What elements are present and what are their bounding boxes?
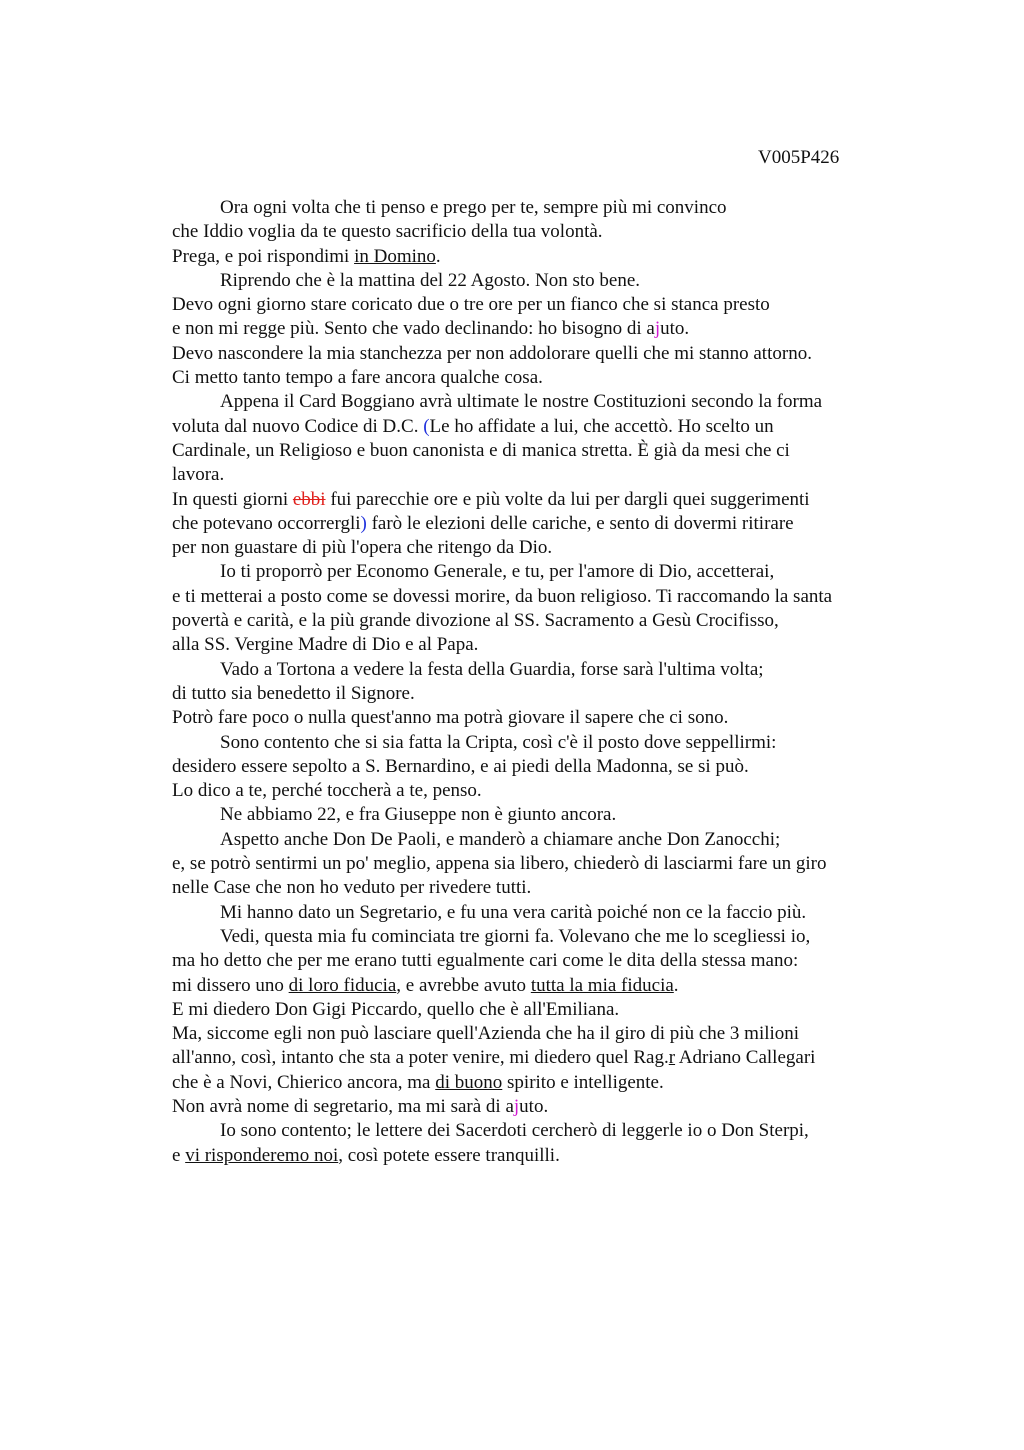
text-line (172, 828, 972, 852)
text-run: Potrò fare poco o nulla quest'anno ma potrà giovare il sapere che ci sono. (172, 707, 729, 729)
text-run: In questi giorni (172, 488, 293, 510)
text-line (172, 220, 972, 244)
text-run: lavora. (172, 464, 225, 486)
text-line (172, 803, 972, 827)
text-run: Lo dico a te, perché toccherà a te, penso. (172, 780, 482, 802)
text-run: E mi diedero Don Gigi Piccardo, quello che è all'Emiliana. (172, 998, 620, 1020)
text-run: farò le elezioni delle cariche, e sento di dovermi ritirare (366, 512, 794, 534)
text-line (172, 658, 972, 682)
text-line (172, 585, 972, 609)
text-run: Ma, siccome egli non può lasciare quell'Azienda che ha il giro di più che 3 milioni (172, 1023, 800, 1045)
text-line (172, 512, 972, 536)
text-line (172, 439, 972, 463)
text-line (172, 1046, 972, 1070)
text-run: Prega, e poi rispondimi (172, 245, 355, 267)
text-line (172, 755, 972, 779)
text-run: Mi hanno dato un Segretario, e fu una vera carità poiché non ce la faccio più. (220, 901, 807, 923)
text-line (172, 293, 972, 317)
text-run: Non avrà nome di segretario, ma mi sarà di a (172, 1095, 514, 1117)
text-run: mi dissero uno (172, 974, 289, 996)
inserted-letter: j (513, 1095, 520, 1117)
text-run: desidero essere sepolto a S. Bernardino, e ai piedi della Madonna, se si può. (172, 755, 749, 777)
text-run: Cardinale, un Religioso e buon canonista e di manica stretta. È già da mesi che ci (172, 439, 790, 461)
text-run: e ti metterai a posto come se dovessi morire, da buon religioso. Ti raccomando la santa (172, 585, 833, 607)
text-run: spirito e intelligente. (502, 1071, 664, 1093)
text-run: povertà e carità, e la più grande divozione al SS. Sacramento a Gesù Crocifisso, (172, 610, 779, 632)
text-run: Riprendo che è la mattina del 22 Agosto. Non sto bene. (220, 269, 641, 291)
text-run: e, se potrò sentirmi un po' meglio, appena sia libero, chiederò di lasciarmi fare un giro (172, 853, 827, 875)
text-run: all'anno, così, intanto che sta a poter venire, mi diedero quel Rag. (172, 1047, 669, 1069)
text-run: , e avrebbe avuto (396, 974, 531, 996)
text-run: Devo nascondere la mia stanchezza per non addolorare quelli che mi stanno attorno. (172, 342, 812, 364)
text-run: Le ho affidate a lui, che accettò. Ho scelto un (429, 415, 774, 437)
text-line (172, 633, 972, 657)
text-run: che è a Novi, Chierico ancora, ma (172, 1071, 436, 1093)
underlined-phrase: tutta la mia fiducia (530, 974, 674, 996)
text-line (172, 901, 972, 925)
text-run: Vedi, questa mia fu cominciata tre giorni fa. Volevano che me lo scegliessi io, (220, 925, 811, 947)
text-line (172, 536, 972, 560)
text-line (172, 415, 972, 439)
text-line (172, 196, 972, 220)
open-parenthesis: ( (423, 415, 430, 437)
inserted-letter: j (654, 318, 661, 340)
letter-body (172, 196, 972, 1168)
text-run: . (435, 245, 441, 267)
text-run: che Iddio voglia da te questo sacrificio della tua volontà. (172, 221, 603, 243)
text-line (172, 706, 972, 730)
text-run: Devo ogni giorno stare coricato due o tre ore per un fianco che si stanca presto (172, 294, 770, 316)
deleted-word: ebbi (292, 488, 326, 510)
text-line (172, 366, 972, 390)
text-run: alla SS. Vergine Madre di Dio e al Papa. (172, 634, 479, 656)
underlined-phrase: di loro fiducia (288, 974, 397, 996)
text-line (172, 1144, 972, 1168)
text-run: Ne abbiamo 22, e fra Giuseppe non è giunto ancora. (220, 804, 617, 826)
text-line (172, 1095, 972, 1119)
text-run: Sono contento che si sia fatta la Cripta, così c'è il posto dove seppellirmi: (220, 731, 777, 753)
text-run: che potevano occorrergli (172, 512, 361, 534)
text-line (172, 1071, 972, 1095)
text-run: fui parecchie ore e più volte da lui per dargli quei suggerimenti (325, 488, 810, 510)
text-line (172, 317, 972, 341)
text-line (172, 974, 972, 998)
text-run: Ci metto tanto tempo a fare ancora qualche cosa. (172, 367, 543, 389)
text-line (172, 560, 972, 584)
text-line (172, 463, 972, 487)
text-line (172, 342, 972, 366)
text-run: , così potete essere tranquilli. (338, 1144, 560, 1166)
text-run: e (172, 1144, 186, 1166)
text-line (172, 245, 972, 269)
text-run: per non guastare di più l'opera che ritengo da Dio. (172, 537, 553, 559)
text-run: Ora ogni volta che ti penso e prego per te, sempre più mi convinco (220, 197, 727, 218)
text-line (172, 609, 972, 633)
text-run: uto. (660, 318, 690, 340)
text-run: nelle Case che non ho veduto per rivedere tutti. (172, 877, 532, 899)
text-line (172, 925, 972, 949)
text-line (172, 731, 972, 755)
text-run: Io sono contento; le lettere dei Sacerdoti cercherò di leggerle io o Don Sterpi, (220, 1120, 809, 1142)
text-run: . (673, 974, 679, 996)
text-line (172, 949, 972, 973)
text-line (172, 390, 972, 414)
text-line (172, 1119, 972, 1143)
text-line (172, 269, 972, 293)
text-line (172, 779, 972, 803)
text-line (172, 488, 972, 512)
text-run: Vado a Tortona a vedere la festa della Guardia, forse sarà l'ultima volta; (220, 658, 764, 680)
text-line (172, 1022, 972, 1046)
underlined-phrase: di buono (435, 1071, 503, 1093)
page-id: V005P426 (758, 147, 840, 168)
text-run: Adriano Callegari (675, 1047, 816, 1069)
text-line (172, 682, 972, 706)
text-run: Io ti proporrò per Economo Generale, e tu, per l'amore di Dio, accetterai, (220, 561, 775, 583)
text-line (172, 852, 972, 876)
underlined-letter: r (668, 1047, 676, 1069)
text-run: voluta dal nuovo Codice di D.C. (172, 415, 424, 437)
close-parenthesis: ) (360, 512, 367, 534)
text-run: di tutto sia benedetto il Signore. (172, 682, 415, 704)
underlined-phrase: vi risponderemo noi (185, 1144, 339, 1166)
text-line (172, 876, 972, 900)
text-run: Appena il Card Boggiano avrà ultimate le nostre Costituzioni secondo la forma (220, 391, 823, 413)
text-run: ma ho detto che per me erano tutti egualmente cari come le dita della stessa mano: (172, 950, 799, 972)
text-line (172, 998, 972, 1022)
underlined-phrase: in Domino (354, 245, 436, 267)
text-run: Aspetto anche Don De Paoli, e manderò a chiamare anche Don Zanocchi; (220, 828, 781, 850)
text-run: uto. (519, 1095, 549, 1117)
text-run: e non mi regge più. Sento che vado declinando: ho bisogno di a (172, 318, 655, 340)
